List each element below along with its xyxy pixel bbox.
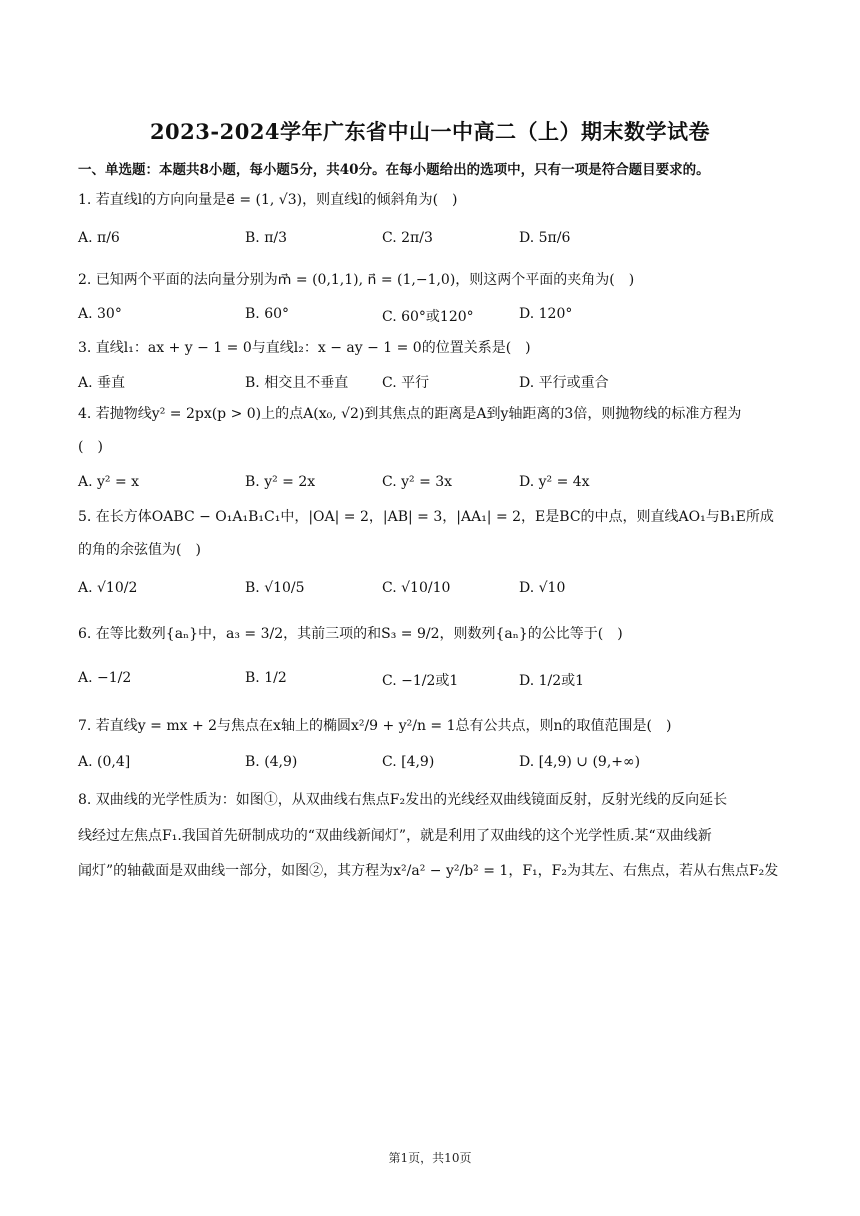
option-b: B. y² = 2x [245,474,316,490]
option-c: C. 2π/3 [382,230,433,246]
option-c: C. −1/2或1 [382,673,459,689]
option-a: A. 30° [78,306,122,322]
option-d: D. 1/2或1 [519,673,585,689]
question-3-stem: 3. 直线l₁：ax + y − 1 = 0与直线l₂：x − ay − 1 = 0的位置关系是( ) [78,340,531,356]
option-b: B. √10/5 [245,580,305,596]
option-b: B. 60° [245,306,290,322]
question-6-stem: 6. 在等比数列{aₙ}中，a₃ = 3/2，其前三项的和S₃ = 9/2，则数列{aₙ}的公比等于( ) [78,626,623,642]
option-a: A. √10/2 [78,580,138,596]
option-c: C. 平行 [382,375,430,391]
section-header: 一、单选题：本题共8小题，每小题5分，共40分。在每小题给出的选项中，只有一项是符合题目要求的。 [78,162,710,178]
option-b: B. π/3 [245,230,288,246]
question-4-stem-line-1: 4. 若抛物线y² = 2px(p > 0)上的点A(x₀, √2)到其焦点的距离是A到y轴距离的3倍，则抛物线的标准方程为 [78,406,742,422]
page-title: 2023-2024学年广东省中山一中高二（上）期末数学试卷 [149,119,711,144]
option-d: D. 平行或重合 [519,375,609,391]
question-8-stem-line-3: 闻灯”的轴截面是双曲线一部分，如图②，其方程为x²/a² − y²/b² = 1，F₁，F₂为其左、右焦点，若从右焦点F₂发 [78,863,779,879]
option-b: B. (4,9) [245,754,298,770]
question-5-stem-line-1: 5. 在长方体OABC − O₁A₁B₁C₁中，|OA| = 2，|AB| = 3，|AA₁| = 2，E是BC的中点，则直线AO₁与B₁E所成 [78,509,774,525]
question-3-options [78,372,788,396]
question-5-stem-line-2: 的角的余弦值为( ) [78,542,201,558]
question-4-options [78,474,788,498]
option-a: A. π/6 [78,230,120,246]
question-2-stem: 2. 已知两个平面的法向量分别为m⃗ = (0,1,1), n⃗ = (1,−1,0)，则这两个平面的夹角为( ) [78,272,635,288]
option-d: D. [4,9) ∪ (9,+∞) [519,754,641,770]
option-a: A. (0,4] [78,754,131,770]
question-8-stem-line-2: 线经过左焦点F₁.我国首先研制成功的“双曲线新闻灯”，就是利用了双曲线的这个光学性质.某“双曲线新 [78,828,712,844]
option-c: C. [4,9) [382,754,435,770]
option-c: C. y² = 3x [382,474,453,490]
question-7-stem: 7. 若直线y = mx + 2与焦点在x轴上的椭圆x²/9 + y²/n = 1总有公共点，则n的取值范围是( ) [78,718,672,734]
option-d: D. y² = 4x [519,474,590,490]
option-c: C. √10/10 [382,580,451,596]
option-a: A. −1/2 [78,670,132,686]
option-d: D. 120° [519,306,573,322]
option-c: C. 60°或120° [382,309,474,325]
question-5-options [78,580,788,604]
option-b: B. 1/2 [245,670,287,686]
option-d: D. 5π/6 [519,230,571,246]
option-a: A. 垂直 [78,375,126,391]
question-8-stem-line-1: 8. 双曲线的光学性质为：如图①，从双曲线右焦点F₂发出的光线经双曲线镜面反射，反射光线的反向延长 [78,792,728,808]
question-1-options [78,230,788,254]
option-a: A. y² = x [78,474,140,490]
question-2-options [78,306,788,330]
question-1-stem: 1. 若直线l的方向向量是e⃗ = (1, √3)，则直线l的倾斜角为( ) [78,192,458,208]
question-7-options [78,754,788,778]
question-6-options [78,670,788,694]
question-4-stem-line-2: ( ) [78,439,103,455]
option-d: D. √10 [519,580,566,596]
page-footer: 第1页，共10页 [388,1151,472,1165]
option-b: B. 相交且不垂直 [245,375,349,391]
